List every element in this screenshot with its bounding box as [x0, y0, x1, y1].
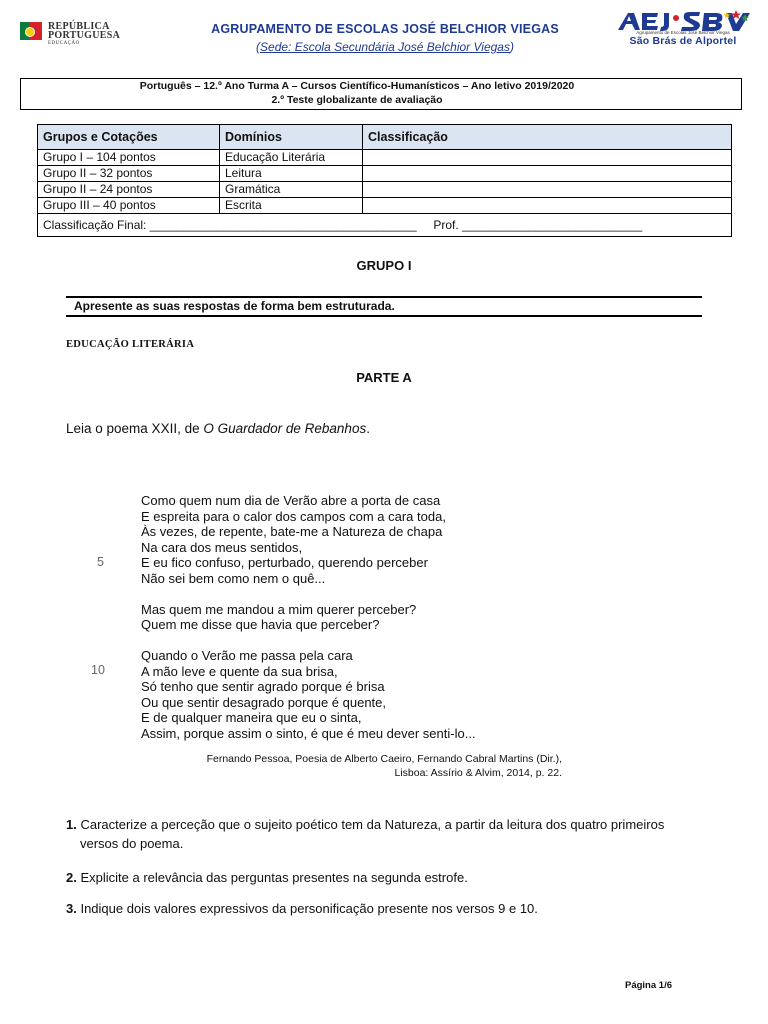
poem-line: E espreita para o calor dos campos com a cara toda,	[141, 508, 446, 524]
poem-line: E de qualquer maneira que eu o sinta,	[141, 710, 362, 725]
table-header-cell: Grupos e Cotações	[38, 125, 220, 150]
logo-line-1: REPÚBLICA	[48, 21, 110, 32]
instruction-bottom-rule	[66, 315, 702, 317]
school-sede-text: Sede: Escola Secundária José Belchior Viegas	[260, 40, 510, 54]
logo-line-3: EDUCAÇÃO	[48, 41, 80, 46]
poem-line: Quando o Verão me passa pela cara	[141, 648, 353, 663]
book-title: O Guardador de Rebanhos	[203, 421, 367, 436]
logo-line-2: PORTUGUESA	[48, 30, 121, 41]
source-line-1: Fernando Pessoa, Poesia de Alberto Caeiro, Fernando Cabral Martins (Dir.),	[206, 753, 562, 765]
table-cell: Educação Literária	[220, 150, 363, 166]
question-number: 3.	[66, 901, 77, 916]
poem-line: Como quem num dia de Verão abre a porta de casa	[141, 493, 441, 508]
poem-line: Só tenho que sentir agrado porque é brisa	[141, 679, 385, 694]
poem-intro: Leia o poema XXII, de O Guardador de Rebanhos.	[66, 421, 370, 436]
page-number: Página 1/6	[625, 980, 672, 991]
line-number: 10	[91, 663, 105, 677]
table-row	[38, 150, 732, 166]
poem-line: Ou que sentir desagrado porque é quente,	[141, 694, 387, 710]
poem-line: Na cara dos meus sentidos,	[141, 539, 303, 555]
poem-source	[100, 752, 562, 780]
poem-line: Quem me disse que havia que perceber?	[141, 617, 380, 632]
classification-cell[interactable]	[363, 198, 732, 214]
question-text: Caracterize a perceção que o sujeito poético tem da Natureza, a partir da leitura dos quatro primeiros	[76, 817, 665, 832]
table-cell: Gramática	[220, 182, 363, 198]
test-name-line: 2.º Teste globalizante de avaliação	[271, 94, 443, 106]
poem-text	[141, 493, 476, 741]
table-cell: Escrita	[220, 198, 363, 214]
question-1	[66, 813, 716, 836]
portuguese-flag-icon	[20, 22, 42, 40]
table-header-row	[38, 125, 732, 150]
section-heading: EDUCAÇÃO LITERÁRIA	[66, 339, 195, 350]
school-group-logo	[614, 10, 752, 50]
poem-line: Mas quem me mandou a mim querer perceber?	[141, 601, 417, 617]
line-number: 5	[97, 555, 104, 569]
grades-table	[37, 124, 732, 237]
poem-line: A mão leve e quente da sua brisa,	[141, 663, 338, 679]
part-title: PARTE A	[356, 370, 412, 385]
classification-cell[interactable]	[363, 150, 732, 166]
group-title: GRUPO I	[356, 258, 412, 273]
table-cell: Grupo II – 32 pontos	[38, 166, 220, 182]
poem-line: E eu fico confuso, perturbado, querendo perceber	[141, 555, 428, 570]
school-sede: (Sede: Escola Secundária José Belchior Viegas)	[256, 40, 514, 54]
instruction-text: Apresente as suas respostas de forma bem estruturada.	[74, 299, 395, 313]
classification-cell[interactable]	[363, 182, 732, 198]
table-cell: Leitura	[220, 166, 363, 182]
table-cell: Grupo I – 104 pontos	[38, 150, 220, 166]
table-header-cell: Classificação	[363, 125, 732, 150]
question-text: Explicite a relevância das perguntas presentes na segunda estrofe.	[76, 870, 468, 885]
instruction-top-rule	[66, 296, 702, 298]
question-3	[66, 897, 538, 920]
final-classification-row	[38, 214, 732, 237]
poem-line: Não sei bem como nem o quê...	[141, 570, 326, 586]
question-1-continuation: versos do poema.	[80, 836, 184, 851]
poem-line: Às vezes, de repente, bate-me a Natureza de chapa	[141, 524, 443, 539]
question-2	[66, 866, 468, 889]
course-line: Português – 12.º Ano Turma A – Cursos Científico-Humanísticos – Ano letivo 2019/2020	[139, 80, 575, 92]
test-title-box	[20, 78, 742, 110]
school-name: AGRUPAMENTO DE ESCOLAS JOSÉ BELCHIOR VIEGAS	[211, 22, 559, 36]
question-number: 1.	[66, 817, 77, 832]
table-cell: Grupo III – 40 pontos	[38, 198, 220, 214]
source-line-2: Lisboa: Assírio & Alvim, 2014, p. 22.	[394, 767, 562, 779]
republica-portuguesa-logo	[20, 20, 135, 46]
table-row	[38, 198, 732, 214]
table-row	[38, 166, 732, 182]
logo-caption-location: São Brás de Alportel	[629, 35, 737, 47]
logo-caption-small: Agrupamento de Escolas José Belchior Viegas	[636, 30, 730, 35]
aejbv-wordmark-icon	[614, 10, 752, 32]
poem-line: Assim, porque assim o sinto, é que é meu dever senti-lo...	[141, 725, 476, 741]
final-classification-cell: Classificação Final: ________________________________________ Prof. ___________________________	[38, 214, 732, 237]
table-row	[38, 182, 732, 198]
question-text: Indique dois valores expressivos da personificação presente nos versos 9 e 10.	[76, 901, 538, 916]
table-header-cell: Domínios	[220, 125, 363, 150]
question-number: 2.	[66, 870, 77, 885]
table-cell: Grupo II – 24 pontos	[38, 182, 220, 198]
classification-cell[interactable]	[363, 166, 732, 182]
